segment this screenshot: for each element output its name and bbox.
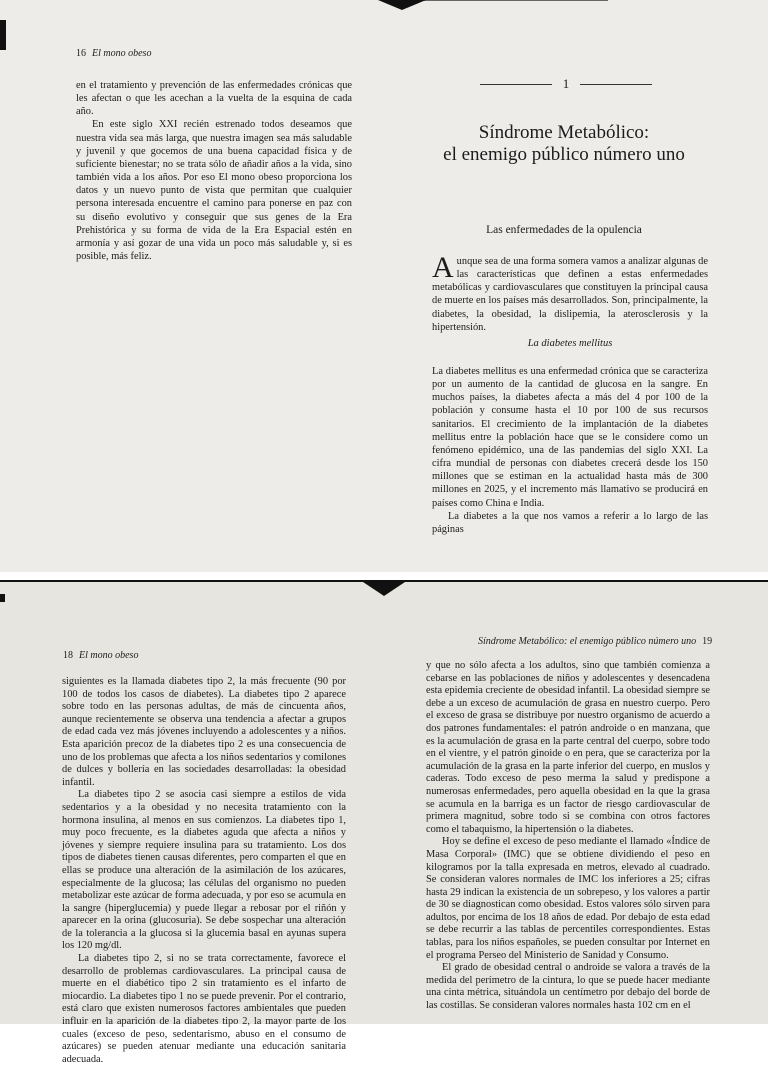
page16-paragraph: En este siglo XXI recién estrenado todos deseamos que nuestra vida sea más larga, que nuestra imagen sea más saludable y juvenil y que gocemos de una buena capacidad física y de suficiente bienestar; no se trata sólo de añadir años a la vida, sino también vida a los años. Por eso El mono obeso proporciona los datos y un nuevo punto de vista que permitan que cualquier persona interesada encuentre el camino para ponerse en paz con su diseño evolutivo y conseguir que sus genes de la Era Prehistórica y su forma de vida de la Era Espacial estén en armonía y así gozar de una vida un poco más saludable y, si es posible, más feliz. <box>76 119 352 263</box>
page19-title: Síndrome Metabólico: el enemigo público número uno <box>478 636 697 647</box>
page19-body <box>426 660 710 1013</box>
page17-intro <box>432 251 708 334</box>
dropcap-letter: A <box>432 251 454 284</box>
page18-body <box>62 676 346 1066</box>
corner-left-mark <box>0 594 5 602</box>
page18-number: 18 <box>63 650 73 661</box>
chapter-rule-right <box>580 84 652 85</box>
corner-shadow-mark <box>0 20 6 50</box>
page16-running-head <box>76 48 151 59</box>
page17-paragraph: La diabetes a la que nos vamos a referir a lo largo de las páginas <box>432 510 708 535</box>
page16-paragraph: en el tratamiento y prevención de las enfermedades crónicas que les afectan o que les acechan a la vuelta de la esquina de cada año. <box>76 80 352 118</box>
page18-paragraph: siguientes es la llamada diabetes tipo 2, la más frecuente (90 por 100 de todos los casos de diabetes). La diabetes tipo 2 aparece sobre todo en las personas adultas, de más de cincuenta años, aunque recientemente se observa una tendencia a afectar a grupos de edad cada vez más jóvenes incluyendo a adolescentes y a niños. Esta aparición precoz de la diabetes tipo 2 es una consecuencia de uno de los problemas que afecta a los niños sedentarios y comilones de dulces y bollería en las sociedades desarrolladas: la obesidad infantil. <box>62 676 346 788</box>
page19-paragraph: Hoy se define el exceso de peso mediante el llamado «Índice de Masa Corporal» (IMC) que se obtiene dividiendo el peso en kilogramos por la talla expresada en metros, elevado al cuadrado. Se consideran valores normales de IMC los inferiores a 25; cifras hasta 29 indican la existencia de un sobrepeso, y los valores a partir de 30 se diagnostican como obesidad. Estos valores sólo sirven para adultos, por encima de los 18 años de edad. Por debajo de esta edad se debe recurrir a las tablas de percentiles correspondientes. Estas tablas, para los niños españoles, se pueden consultar por Internet en el programa Perseo del Ministerio de Sanidad y Consumo. <box>426 836 710 961</box>
page17-paragraph: La diabetes mellitus es una enfermedad crónica que se caracteriza por un aumento de la cantidad de glucosa en la sangre. En muchos países, la diabetes afecta a más del 4 por 100 de la población y consume hasta el 10 por 100 de sus recursos sanitarios. El crecimiento de la implantación de la diabetes mellitus entre la población hace que se le considere como un fenómeno epidémico, una de las pandemias del siglo XXI. La cifra mundial de personas con diabetes crecerá desde los 150 millones que se estiman en la actualidad hasta más de 300 millones en 2025, y el incremento más llamativo se producirá en países como China e India. <box>432 366 708 509</box>
page18-paragraph: La diabetes tipo 2 se asocia casi siempre a estilos de vida sedentarios y a la obesidad y no necesita tratamiento con la hormona insulina, al menos en sus comienzos. La diabetes tipo 1, muy poco frecuente, es la diabetes aguda que afecta a niños y jóvenes y siempre requiere insulina para su tratamiento. Los dos tipos de diabetes tienen causas diferentes, pero comparten el que en ellas se produce una alteración de la asimilación de los azúcares, especialmente de la glucosa; las células del organismo no pueden metabolizar este azúcar de forma adecuada, y por eso se acumula en la sangre (hiperglucemia) y puede llegar a rebosar por el riñón y aparecer en la orina (glucosuria). Se debe sospechar una alteración de la tolerancia a la glucosa si la glucemia basal en ayunas supera los 120 mg/dl. <box>62 789 346 952</box>
chapter-title <box>414 122 714 166</box>
page17-body <box>432 365 708 536</box>
page16-number: 16 <box>76 48 86 59</box>
subsection-title: La diabetes mellitus <box>527 338 613 349</box>
bottom-spread <box>0 580 768 1065</box>
page16-body <box>76 79 352 263</box>
chapter-title-line: Síndrome Metabólico: <box>478 122 650 143</box>
page18-title: El mono obeso <box>79 650 139 661</box>
page18-paragraph: La diabetes tipo 2, si no se trata correctamente, favorece el desarrollo de problemas cardiovasculares. La principal causa de muerte en el diabético tipo 2 sin tratamiento es el infarto de miocardio. La diabetes tipo 1 no se puede prevenir. Por el contrario, está claro que existen numerosos factores ambientales que pueden influir en la aparición de la diabetes tipo 2, la mayor parte de los cuales (exceso de peso, sedentarismo, abuso en el consumo de azúcares) se pueden atenuar mediante una educación sanitaria adecuada. <box>62 953 346 1065</box>
page18-running-head <box>63 650 138 661</box>
bottom-binding-notch <box>360 580 408 596</box>
section-title: Las enfermedades de la opulencia <box>486 224 642 236</box>
page19-paragraph: y que no sólo afecta a los adultos, sino que también comienza a cebarse en las poblaciones de niños y adolescentes y desencadena esta epidemia creciente de obesidad infantil. La obesidad siempre se debe a un exceso de acumulación de grasa en nuestro cuerpo. Pero el exceso de grasa se distribuye por nuestro organismo de acuerdo a dos patrones fundamentales: el patrón androide o en manzana, que es la acumulación de grasa en la parte central del cuerpo, sobre todo en el vientre, y el patrón ginoide o en pera, que se caracteriza por la acumulación de la grasa en la parte inferior del cuerpo, en muslos y caderas. Todo exceso de peso merma la salud y predispone a numerosas enfermedades, pero aquella obesidad en la que la grasa se acumula en la barriga es un factor de riesgo cardiovascular de primera magnitud, sobre todo si se combina con otros factores como el tabaquismo, la hipertensión o la diabetes. <box>426 660 710 835</box>
top-edge-line <box>400 0 608 13</box>
top-binding-notch <box>378 0 426 10</box>
intro-text: unque sea de una forma somera vamos a analizar algunas de las características que definen a estas enfermedades metabólicas y cardiovasculares que constituyen la principal causa de muerte en los países más desarrollados. Son, principalmente, la diabetes, la obesidad, la dislipemia, la aterosclerosis y la hipertensión. <box>432 256 708 333</box>
page19-number: 19 <box>702 636 713 647</box>
chapter-rule-left <box>480 84 552 85</box>
page19-running-head <box>478 636 712 647</box>
page16-title: El mono obeso <box>92 48 152 59</box>
chapter-title-line: el enemigo público número uno <box>443 144 685 165</box>
page17-intro-paragraph <box>432 251 708 334</box>
page19-paragraph: El grado de obesidad central o androide se valora a través de la medida del perímetro de la cintura, lo que se puede hacer mediante una cinta métrica, situándola un centímetro por debajo del borde de las costillas. Se consideran valores normales hasta 102 cm en el <box>426 962 710 1012</box>
chapter-number: 1 <box>562 76 570 91</box>
